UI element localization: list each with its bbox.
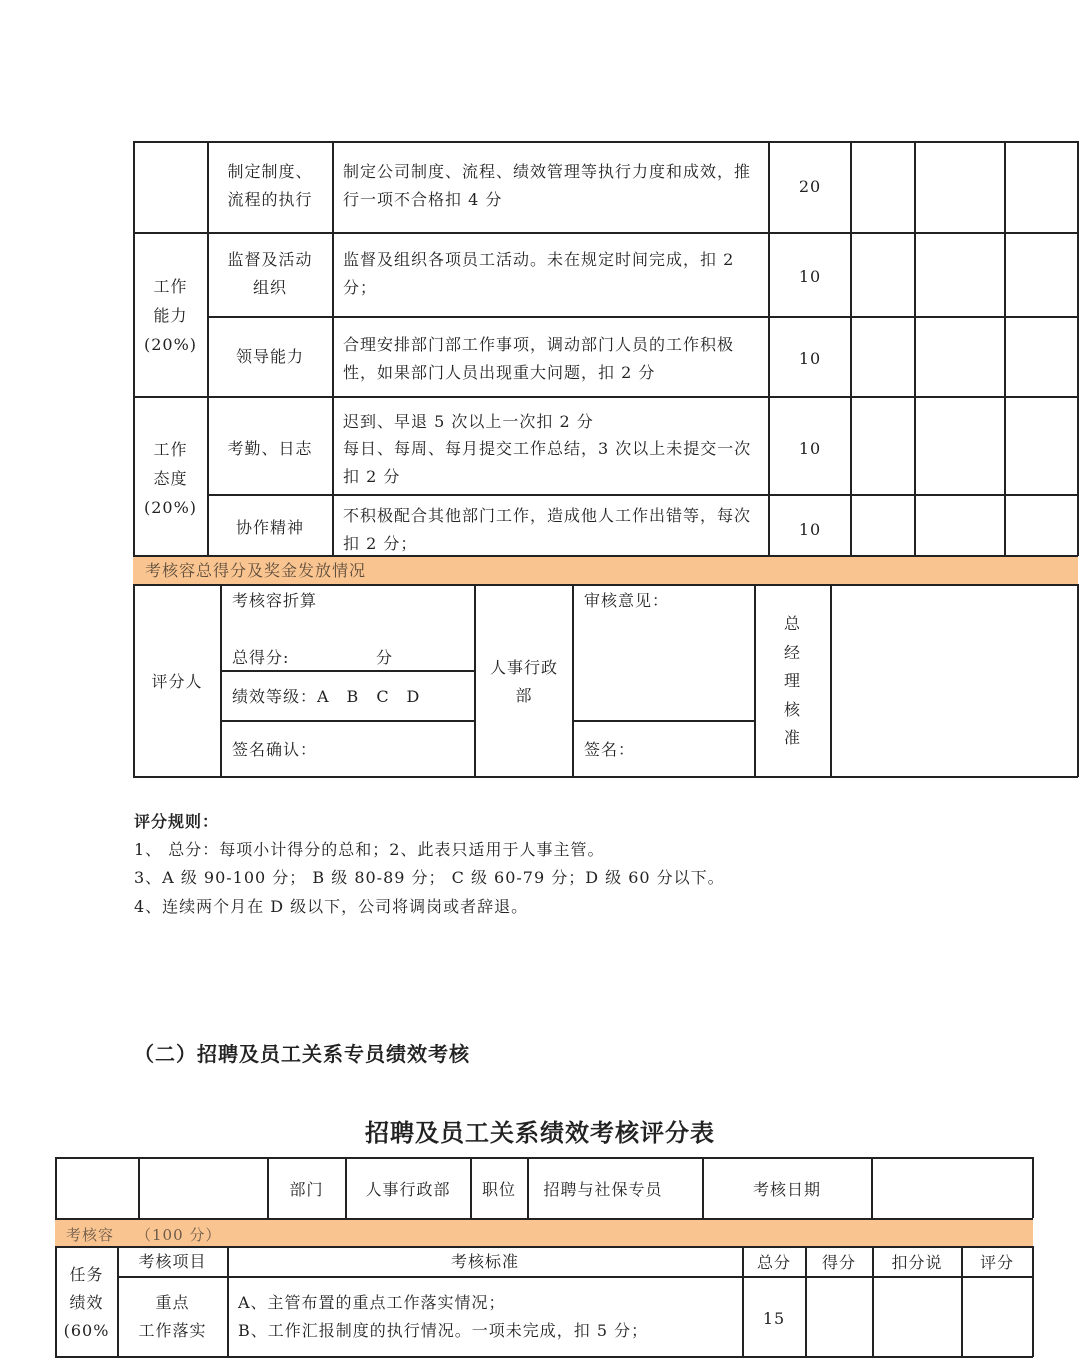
hr-dept-label: 人事行政部 — [489, 658, 558, 705]
item-leadership: 领导能力 — [235, 347, 304, 366]
row-standard-line1: A、主管布置的重点工作落实情况； — [238, 1293, 506, 1312]
category-attitude-line3: (20%) — [143, 498, 198, 517]
category-ability-line2: 能力 — [153, 306, 188, 325]
category-attitude-line1: 工作 — [153, 440, 188, 459]
score-leadership: 10 — [798, 349, 822, 368]
item-cooperation: 协作精神 — [235, 518, 304, 537]
content-label: 考核容 — [66, 1226, 115, 1244]
scorer-label: 评分人 — [151, 672, 203, 691]
score-cooperation: 10 — [798, 520, 822, 539]
item-activity-organization: 监督及活动组织 — [227, 250, 313, 297]
conversion-label: 考核容折算 — [232, 591, 318, 610]
header-total: 总分 — [756, 1253, 791, 1272]
score-activity-organization: 10 — [798, 267, 822, 286]
sign-confirm-label: 签名确认： — [232, 740, 318, 759]
header-standard: 考核标准 — [450, 1252, 519, 1271]
header-item: 考核项目 — [138, 1252, 207, 1271]
category-task-line2: 绩效 — [69, 1293, 104, 1312]
category-task-line3: (60% — [63, 1321, 110, 1340]
row-item-line1: 重点 — [155, 1293, 190, 1312]
sign-label: 签名： — [584, 740, 636, 759]
gm-approval-2: 经 — [783, 643, 801, 662]
total-score-unit: 分 — [376, 648, 394, 667]
score-rules-execution: 20 — [798, 177, 822, 196]
grade-label: 绩效等级：A B C D — [232, 687, 421, 706]
header-rate: 评分 — [979, 1253, 1014, 1272]
standard-activity-organization: 监督及组织各项员工活动。未在规定时间完成，扣 2 分； — [343, 250, 735, 297]
rules-line-2: 3、A 级 90-100 分； B 级 80-89 分； C 级 60-79 分；D 级 60 分以下。 — [134, 868, 725, 887]
score-attendance-log: 10 — [798, 439, 822, 458]
review-opinion-label: 审核意见： — [584, 591, 670, 610]
standard-attendance-line1: 迟到、早退 5 次以上一次扣 2 分 — [343, 412, 594, 431]
rules-title: 评分规则： — [134, 812, 220, 831]
standard-leadership: 合理安排部门部工作事项，调动部门人员的工作积极性，如果部门人员出现重大问题，扣 2 分 — [343, 335, 735, 382]
category-task-line1: 任务 — [69, 1265, 104, 1284]
content-points: （100 分） — [136, 1226, 222, 1244]
gm-approval-5: 准 — [783, 728, 801, 747]
category-ability-line3: (20%) — [143, 335, 198, 354]
gm-approval-1: 总 — [783, 614, 801, 633]
row-standard-line2: B、工作汇报制度的执行情况。一项未完成，扣 5 分； — [238, 1321, 649, 1340]
rules-line-1: 1、 总分：每项小计得分的总和；2、此表只适用于人事主管。 — [134, 840, 605, 859]
item-rules-execution: 制定制度、流程的执行 — [227, 162, 313, 209]
standard-cooperation: 不积极配合其他部门工作，造成他人工作出错等，每次扣 2 分； — [343, 506, 752, 553]
section-heading: （二）招聘及员工关系专员绩效考核 — [134, 1042, 470, 1066]
dept-value: 人事行政部 — [365, 1180, 451, 1199]
header-deduct: 扣分说 — [891, 1253, 943, 1272]
standard-rules-execution: 制定公司制度、流程、绩效管理等执行力度和成效，推行一项不合格扣 4 分 — [343, 162, 752, 209]
total-score-label: 总得分: — [232, 648, 290, 667]
item-attendance-log: 考勤、日志 — [227, 439, 313, 458]
table-title: 招聘及员工关系绩效考核评分表 — [365, 1119, 715, 1147]
summary-bar-label: 考核容总得分及奖金发放情况 — [145, 561, 367, 580]
date-label: 考核日期 — [752, 1180, 821, 1199]
gm-approval-3: 理 — [783, 671, 801, 690]
row-score: 15 — [762, 1309, 786, 1328]
category-attitude-line2: 态度 — [153, 469, 188, 488]
dept-label: 部门 — [289, 1180, 324, 1199]
position-label: 职位 — [481, 1180, 516, 1199]
category-ability-line1: 工作 — [153, 277, 188, 296]
standard-attendance-line2: 每日、每周、每月提交工作总结，3 次以上未提交一次扣 2 分 — [343, 439, 752, 486]
row-item-line2: 工作落实 — [138, 1321, 207, 1340]
rules-line-3: 4、连续两个月在 D 级以下，公司将调岗或者辞退。 — [134, 897, 529, 916]
header-got: 得分 — [821, 1253, 856, 1272]
gm-approval-4: 核 — [783, 700, 801, 719]
position-value: 招聘与社保专员 — [543, 1180, 663, 1199]
